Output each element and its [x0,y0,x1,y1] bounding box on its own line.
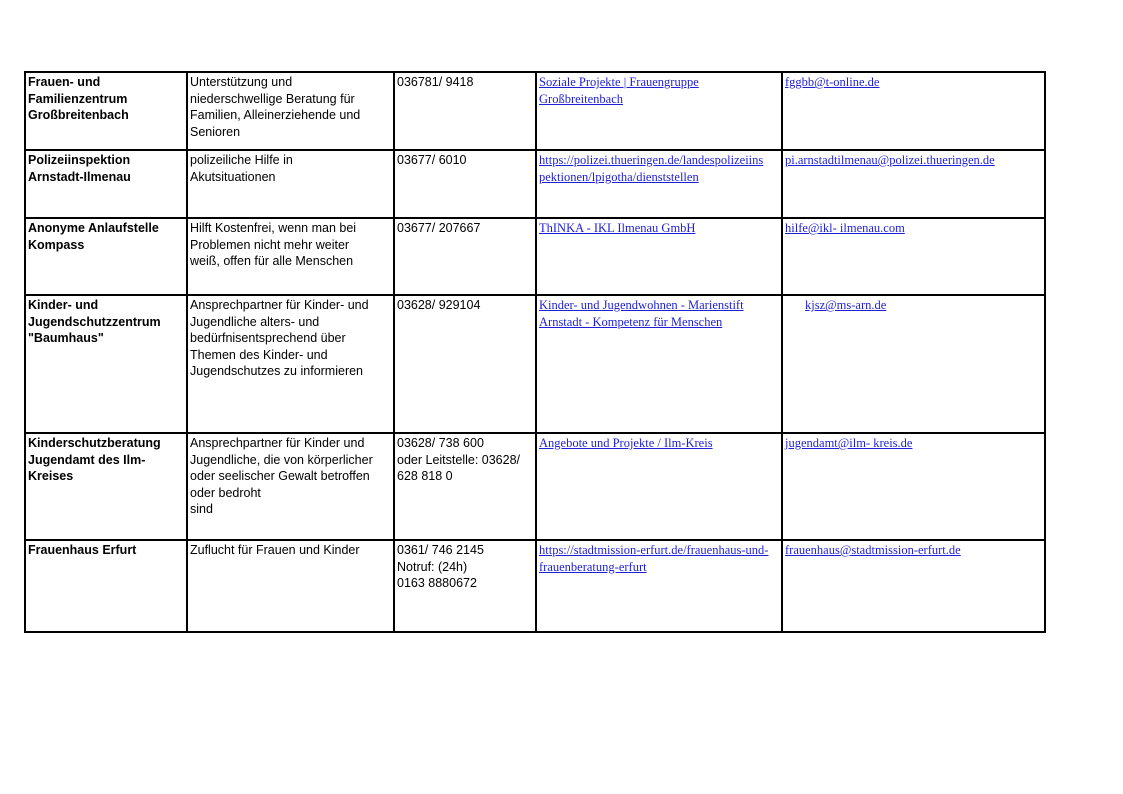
website-link[interactable]: ThINKA - IKL Ilmenau GmbH [539,221,696,235]
email-link[interactable]: fggbb@t-online.de [785,75,880,89]
table-row [25,218,1045,295]
website-link[interactable]: Angebote und Projekte / Ilm-Kreis [539,436,713,450]
email-cell [782,540,1045,632]
website-link[interactable]: Soziale Projekte | Frauengruppe Großbreitenbach [539,75,699,106]
table-row [25,72,1045,150]
email-link[interactable]: pi.arnstadtilmenau@polizei.thueringen.de [785,153,995,167]
phone-cell: 0361/ 746 2145 Notruf: (24h) 0163 8880672 [394,540,536,632]
table-row [25,150,1045,218]
table-row [25,295,1045,433]
website-link[interactable]: Kinder- und Jugendwohnen - Marienstift Arnstadt - Kompetenz für Menschen [539,298,744,329]
website-link[interactable]: https://polizei.thueringen.de/landespolizeiins pektionen/lpigotha/dienststellen [539,153,764,184]
description-cell: polizeiliche Hilfe in Akutsituationen [187,150,394,218]
email-cell [782,218,1045,295]
website-cell [536,72,782,150]
organization-name: Kinder- und Jugendschutzzentrum "Baumhaus" [25,295,187,433]
phone-cell: 03677/ 6010 [394,150,536,218]
email-cell [782,433,1045,540]
description-cell: Zuflucht für Frauen und Kinder [187,540,394,632]
email-link[interactable]: frauenhaus@stadtmission-erfurt.de [785,543,961,557]
organization-name: Kinderschutzberatung Jugendamt des Ilm- Kreises [25,433,187,540]
phone-cell: 03628/ 738 600 oder Leitstelle: 03628/ 628 818 0 [394,433,536,540]
description-cell: Ansprechpartner für Kinder- und Jugendliche alters- und bedürfnisentsprechend über Themen des Kinder- und Jugendschutzes zu informieren [187,295,394,433]
website-cell [536,218,782,295]
description-cell: Hilft Kostenfrei, wenn man bei Problemen nicht mehr weiter weiß, offen für alle Menschen [187,218,394,295]
email-link[interactable]: kjsz@ms-arn.de [805,298,887,312]
table-row [25,540,1045,632]
description-cell: Ansprechpartner für Kinder und Jugendliche, die von körperlicher oder seelischer Gewalt betroffen oder bedroht sind [187,433,394,540]
organization-name: Polizeiinspektion Arnstadt-Ilmenau [25,150,187,218]
description-cell: Unterstützung und niederschwellige Beratung für Familien, Alleinerziehende und Senioren [187,72,394,150]
website-cell [536,433,782,540]
organization-name: Frauenhaus Erfurt [25,540,187,632]
phone-cell: 03677/ 207667 [394,218,536,295]
contacts-table [24,71,1046,633]
phone-cell: 03628/ 929104 [394,295,536,433]
website-cell [536,150,782,218]
email-link[interactable]: hilfe@ikl- ilmenau.com [785,221,905,235]
website-link[interactable]: https://stadtmission-erfurt.de/frauenhaus-und- frauenberatung-erfurt [539,543,769,574]
organization-name: Anonyme Anlaufstelle Kompass [25,218,187,295]
website-cell [536,295,782,433]
organization-name: Frauen- und Familienzentrum Großbreitenbach [25,72,187,150]
email-cell [782,72,1045,150]
email-cell [782,150,1045,218]
phone-cell: 036781/ 9418 [394,72,536,150]
website-cell [536,540,782,632]
email-link[interactable]: jugendamt@ilm- kreis.de [785,436,913,450]
table-row [25,433,1045,540]
email-cell [782,295,1045,433]
